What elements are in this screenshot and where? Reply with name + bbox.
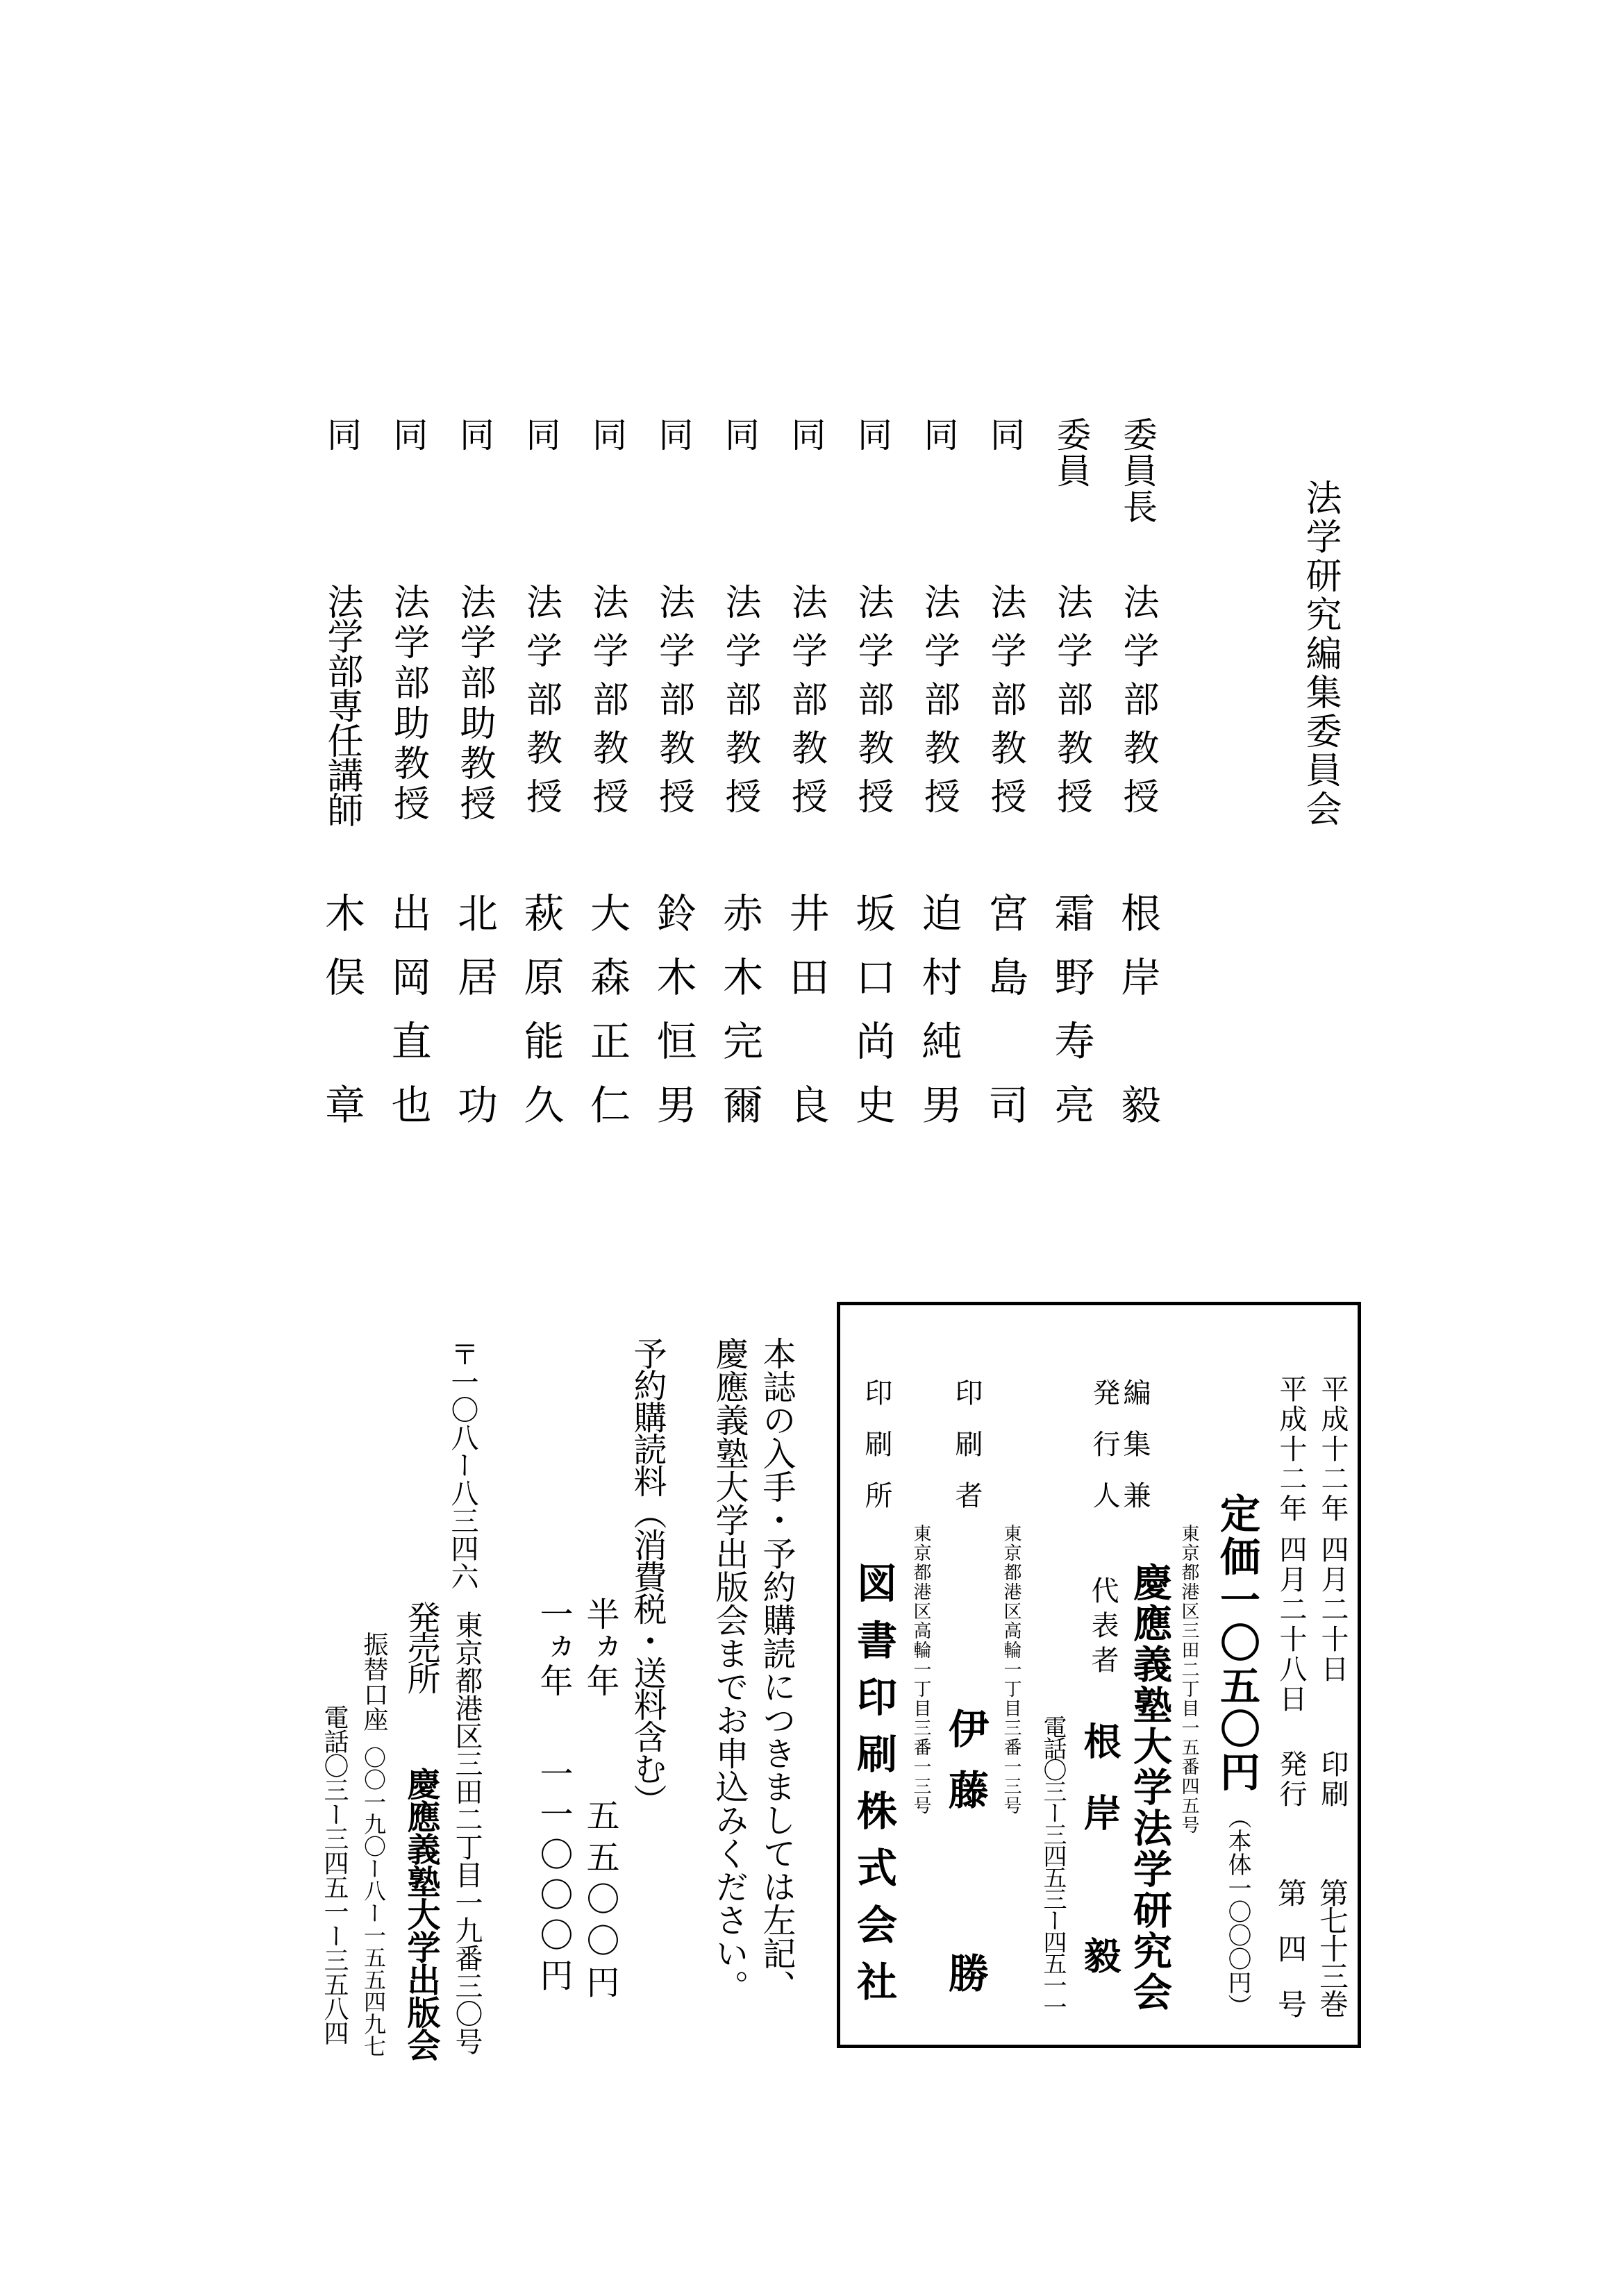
distributor-address: 東京都港区三田二丁目一九番三〇号 bbox=[451, 1611, 483, 2055]
committee-member-title: 法学部教授 bbox=[1117, 583, 1158, 826]
committee-member-role: 同 bbox=[719, 417, 760, 453]
printed-date: 平成十二年 四月二十日 bbox=[1317, 1375, 1349, 1684]
issue-number: 第 四 号 bbox=[1274, 1878, 1308, 2017]
committee-member-role: 同 bbox=[322, 417, 362, 453]
committee-member-name: 根岸 毅 bbox=[1114, 892, 1161, 1148]
printer-label: 印刷者 bbox=[951, 1378, 983, 1532]
representative-label: 代表者 bbox=[1087, 1576, 1119, 1680]
committee-member-title: 法学部専任講師 bbox=[321, 583, 362, 826]
committee-member-role: 同 bbox=[852, 417, 892, 453]
distributor-phone: 電話〇三ー三四五一ー三五八四 bbox=[320, 1704, 349, 2045]
subscription-notice-line2: 慶應義塾大学出版会までお申込みください。 bbox=[710, 1336, 749, 2003]
distributor-name: 慶應義塾大学出版会 bbox=[401, 1767, 440, 2061]
committee-member-name: 大森正仁 bbox=[583, 892, 631, 1148]
committee-member-name: 宮島 司 bbox=[981, 892, 1028, 1148]
volume-number: 第七十三巻 bbox=[1315, 1878, 1349, 2017]
one-year-label: 一ヵ年 bbox=[534, 1597, 573, 1697]
committee-member-role: 同 bbox=[520, 417, 561, 453]
subscription-fee-heading: 予約購読料（消費税・送料含む） bbox=[628, 1336, 667, 1816]
committee-member-title: 法学部教授 bbox=[785, 583, 827, 826]
committee-member-title: 法学部助教授 bbox=[387, 583, 429, 825]
committee-member-title: 法学部教授 bbox=[984, 583, 1026, 826]
committee-member-role: 同 bbox=[653, 417, 694, 453]
one-year-price: 一一〇〇〇円 bbox=[534, 1757, 573, 1998]
editor-publisher-label-left: 発行人 bbox=[1088, 1378, 1120, 1532]
subscription-notice-line1: 本誌の入手・予約購読につきましては左記、 bbox=[757, 1336, 796, 2003]
committee-member-role: 委員 bbox=[1051, 417, 1092, 489]
committee-heading: 法学研究編集委員会 bbox=[1299, 479, 1341, 829]
publisher-address: 東京都港区三田二丁目一五番四五号 bbox=[1178, 1524, 1199, 1835]
committee-member-name: 坂口尚史 bbox=[849, 892, 896, 1148]
committee-member-name: 井田 良 bbox=[782, 892, 830, 1148]
printer-address: 東京都港区高輪一丁目三番一三号 bbox=[1001, 1524, 1021, 1816]
committee-member-title: 法学部助教授 bbox=[453, 583, 495, 825]
committee-member-role: 同 bbox=[587, 417, 627, 453]
transfer-account-number: 〇〇一九〇ー八ー一五五四九七 bbox=[360, 1746, 387, 2057]
committee-member-name: 鈴木恒男 bbox=[649, 892, 697, 1148]
printing-office-label: 印刷所 bbox=[860, 1378, 892, 1532]
representative-name: 根岸 毅 bbox=[1078, 1722, 1122, 2008]
publisher-phone: 電話〇三ー三四五三ー四五一一 bbox=[1039, 1715, 1067, 2016]
committee-member-name: 赤木完爾 bbox=[716, 892, 763, 1148]
transfer-account-label: 振替口座 bbox=[360, 1632, 388, 1732]
price-note: （本体一〇〇〇円） bbox=[1224, 1805, 1251, 2018]
distributor-postal-code: 〒一〇八ー八三四六 bbox=[447, 1340, 478, 1590]
committee-member-role: 委員長 bbox=[1117, 417, 1158, 525]
committee-member-role: 同 bbox=[785, 417, 826, 453]
publisher-organization: 慶應義塾大学法学研究会 bbox=[1127, 1562, 1173, 2013]
committee-member-role: 同 bbox=[918, 417, 959, 453]
printing-office-name: 図書印刷株式会社 bbox=[850, 1562, 897, 2018]
committee-member-title: 法学部教授 bbox=[519, 583, 562, 826]
printed-label: 印刷 bbox=[1317, 1750, 1349, 1809]
issued-date: 平成十二年 四月二十八日 bbox=[1275, 1375, 1307, 1714]
price: 定価一〇五〇円 bbox=[1213, 1493, 1260, 1794]
committee-member-title: 法学部教授 bbox=[1050, 583, 1092, 826]
committee-member-role: 同 bbox=[454, 417, 494, 453]
issued-label: 発行 bbox=[1275, 1750, 1307, 1809]
committee-member-title: 法学部教授 bbox=[917, 583, 960, 826]
committee-member-role: 同 bbox=[985, 417, 1025, 453]
committee-member-title: 法学部教授 bbox=[719, 583, 760, 826]
half-year-price: 五五〇〇円 bbox=[581, 1798, 619, 2006]
printer-name: 伊藤 勝 bbox=[942, 1708, 989, 2013]
committee-member-name: 霜野寿亮 bbox=[1047, 892, 1095, 1148]
committee-member-name: 北居 功 bbox=[451, 892, 498, 1148]
committee-member-title: 法学部教授 bbox=[652, 583, 694, 826]
committee-member-name: 木俣 章 bbox=[318, 892, 365, 1148]
committee-member-name: 萩原能久 bbox=[517, 892, 565, 1148]
half-year-label: 半ヵ年 bbox=[581, 1597, 619, 1697]
editor-publisher-label-right: 編集兼 bbox=[1119, 1378, 1151, 1532]
committee-member-name: 出岡直也 bbox=[384, 892, 432, 1148]
committee-member-name: 迫村純男 bbox=[915, 892, 962, 1148]
committee-member-title: 法学部教授 bbox=[851, 583, 893, 826]
committee-member-role: 同 bbox=[387, 417, 428, 453]
printing-office-address: 東京都港区高輪一丁目三番一三号 bbox=[910, 1524, 931, 1816]
committee-member-title: 法学部教授 bbox=[586, 583, 628, 826]
distributor-label: 発売所 bbox=[401, 1600, 440, 1692]
